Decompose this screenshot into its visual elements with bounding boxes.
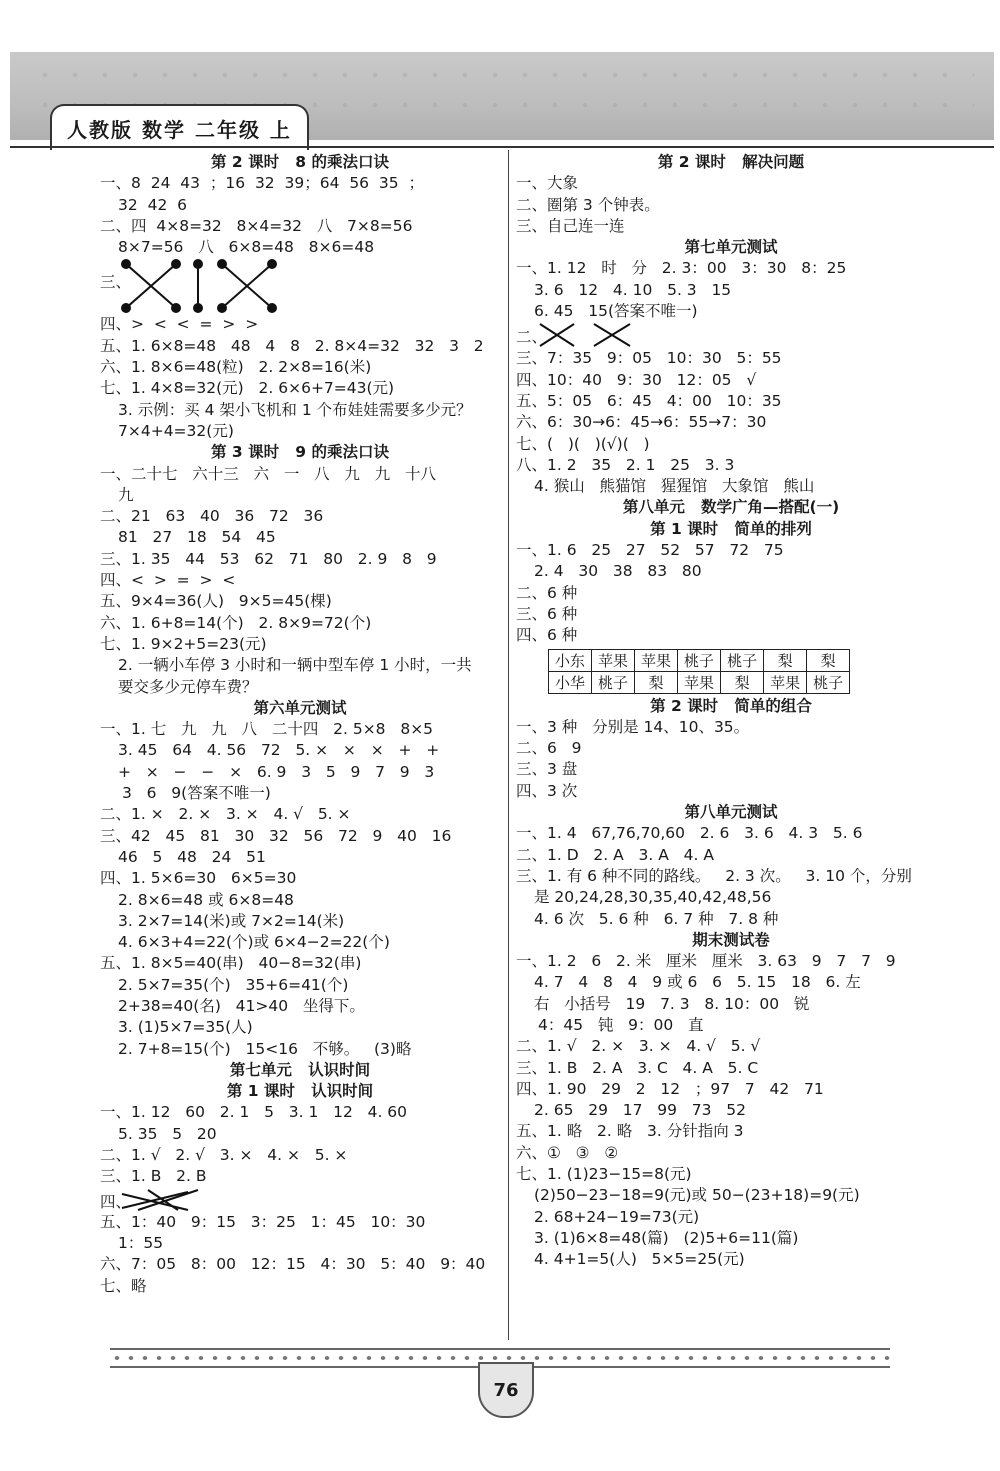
answer-line: 46 5 48 24 51 <box>118 847 266 866</box>
answer-line: 二、四 4×8=32 8×4=32 八 7×8=56 <box>100 216 413 235</box>
answer-line: 六、① ③ ② <box>516 1143 619 1162</box>
answer-line: 4. 6 次 5. 6 种 6. 7 种 7. 8 种 <box>534 909 779 928</box>
answer-line: 四、1. 90 29 2 12 ；97 7 42 71 <box>516 1079 824 1098</box>
answer-line: 三、1. B 2. A 3. C 4. A 5. C <box>516 1058 759 1077</box>
answer-label: 四、 <box>100 1192 132 1211</box>
answer-line: 六、6：30→6：45→6：55→7：30 <box>516 413 767 432</box>
table-cell: 小华 <box>549 671 592 693</box>
answer-line: 七、1. 4×8=32(元) 2. 6×6+7=43(元) <box>100 379 395 398</box>
table-cell: 苹果 <box>635 649 678 671</box>
answer-line: 六、7：05 8：00 12：15 4：30 5：40 9：40 <box>100 1255 486 1274</box>
table-cell: 梨 <box>807 649 850 671</box>
answer-line: 3 6 9(答案不唯一) <box>122 784 271 803</box>
answer-line: 七、( )( )(√)( ) <box>516 434 650 453</box>
header-rule <box>10 146 994 148</box>
answer-line: 七、1. (1)23−15=8(元) <box>516 1165 692 1184</box>
answer-line: 6. 45 15(答案不唯一) <box>534 302 698 321</box>
section-heading: 第八单元测试 <box>684 803 778 822</box>
answer-line: 五、1：40 9：15 3：25 1：45 10：30 <box>100 1212 426 1231</box>
answer-line: 五、9×4=36(人) 9×5=45(棵) <box>100 592 332 611</box>
section-heading: 第六单元测试 <box>253 698 347 717</box>
answer-line: 一、3 种 分别是 14、10、35。 <box>516 717 750 736</box>
answer-line: 4. 7 4 8 4 9 或 6 6 5. 15 18 6. 左 <box>534 973 861 992</box>
section-heading: 第 1 课时 认识时间 <box>226 1082 374 1101</box>
answer-line: 2. 7+8=15(个) 15<16 不够。 (3)略 <box>118 1039 412 1058</box>
answer-line: 要交多少元停车费？ <box>118 677 258 696</box>
answer-line: 四、10：40 9：30 12：05 √ <box>516 370 757 389</box>
left-column <box>100 152 500 1297</box>
answer-label: 二、 <box>516 328 548 347</box>
matching-lines-figure <box>118 258 308 314</box>
header-title: 人教版 数学 二年级 上 <box>50 104 309 150</box>
crossed-lines-figure <box>534 322 644 348</box>
table-row <box>549 671 850 693</box>
table-cell: 桃子 <box>592 671 635 693</box>
answer-label: 三、 <box>100 273 132 292</box>
answer-line: 8×7=56 八 6×8=48 8×6=48 <box>118 238 375 257</box>
answer-line: 五、5：05 6：45 4：00 10：35 <box>516 391 782 410</box>
answer-line: (2)50−23−18=9(元)或 50−(23+18)=9(元) <box>534 1186 860 1205</box>
section-heading: 第七单元 认识时间 <box>229 1060 371 1079</box>
section-heading: 第 1 课时 简单的排列 <box>650 519 812 538</box>
answer-line: 是 20,24,28,30,35,40,42,48,56 <box>534 888 772 907</box>
answer-line: 二、6 9 <box>516 739 582 758</box>
clock-matching-diagram <box>516 322 946 348</box>
answer-line: 八、1. 2 35 2. 1 25 3. 3 <box>516 455 735 474</box>
answer-line: 一、1. 4 67,76,70,60 2. 6 3. 6 4. 3 5. 6 <box>516 824 863 843</box>
answer-line: 四、3 次 <box>516 781 578 800</box>
answer-line: 2. 8×6=48 或 6×8=48 <box>118 890 294 909</box>
answer-line: 四、> < < = > > <box>100 315 259 334</box>
answer-line: 32 42 6 <box>118 195 188 214</box>
answer-line: 一、8 24 43 ；16 32 39；64 56 35 ； <box>100 174 424 193</box>
table-cell: 梨 <box>635 671 678 693</box>
answer-line: 一、二十七 六十三 六 一 八 九 九 十八 <box>100 464 436 483</box>
answer-line: 3. 45 64 4. 56 72 5. × × × + + <box>118 741 440 760</box>
answer-line: 九 <box>118 485 134 504</box>
table-cell: 梨 <box>721 671 764 693</box>
answer-line: 4. 6×3+4=22(个)或 6×4−2=22(个) <box>118 933 390 952</box>
answer-line: 二、1. × 2. × 3. × 4. √ 5. × <box>100 805 351 824</box>
table-cell: 小东 <box>549 649 592 671</box>
answer-line: 三、42 45 81 30 32 56 72 9 40 16 <box>100 826 452 845</box>
answer-line: 三、3 盘 <box>516 760 578 779</box>
crossed-lines-figure <box>118 1188 208 1212</box>
column-divider <box>508 150 509 1340</box>
table-cell: 苹果 <box>678 671 721 693</box>
right-column <box>516 152 946 1271</box>
section-heading: 第八单元 数学广角—搭配(一) <box>622 498 840 517</box>
answer-line: 三、1. B 2. B <box>100 1167 207 1186</box>
footer-rule <box>110 1348 890 1350</box>
answer-line: 四、1. 5×6=30 6×5=30 <box>100 869 297 888</box>
answer-line: 二、1. √ 2. √ 3. × 4. × 5. × <box>100 1146 348 1165</box>
table-cell: 桃子 <box>721 649 764 671</box>
answer-line: 2+38=40(名) 41>40 坐得下。 <box>118 996 365 1015</box>
section-heading: 期末测试卷 <box>692 930 770 949</box>
answer-line: 三、6 种 <box>516 604 578 623</box>
answer-line: 3. (1)5×7=35(人) <box>118 1018 253 1037</box>
answer-line: 二、1. √ 2. × 3. × 4. √ 5. √ <box>516 1037 761 1056</box>
answer-line: 4. 4+1=5(人) 5×5=25(元) <box>534 1250 745 1269</box>
answer-line: 二、6 种 <box>516 583 578 602</box>
answer-line: 2. 一辆小车停 3 小时和一辆中型车停 1 小时，一共 <box>118 656 472 675</box>
section-heading: 第 3 课时 9 的乘法口诀 <box>211 443 389 462</box>
answer-line: 六、1. 6+8=14(个) 2. 8×9=72(个) <box>100 613 372 632</box>
answer-line: 2. 68+24−19=73(元) <box>534 1207 700 1226</box>
answer-line: 5. 35 5 20 <box>118 1124 217 1143</box>
section-heading: 第 2 课时 简单的组合 <box>650 696 812 715</box>
answer-line: 六、1. 8×6=48(粒) 2. 2×8=16(米) <box>100 358 372 377</box>
answer-line: 四、6 种 <box>516 626 578 645</box>
clock-matching-diagram <box>100 1188 500 1212</box>
answer-line: 七、略 <box>100 1276 147 1295</box>
matching-diagram <box>100 258 500 314</box>
answer-line: 一、1. 七 九 九 八 二十四 2. 5×8 8×5 <box>100 720 434 739</box>
table-cell: 梨 <box>764 649 807 671</box>
answer-line: 四、< > = > < <box>100 571 236 590</box>
answer-line: 2. 65 29 17 99 73 52 <box>534 1101 746 1120</box>
answer-line: 右 小括号 19 7. 3 8. 10：00 锐 <box>534 994 810 1013</box>
answer-line: 二、1. D 2. A 3. A 4. A <box>516 845 714 864</box>
answer-line: 一、1. 12 时 分 2. 3：00 3：30 8：25 <box>516 259 847 278</box>
answer-line: 三、自己连一连 <box>516 216 625 235</box>
answer-line: 五、1. 6×8=48 48 4 8 2. 8×4=32 32 3 2 <box>100 336 484 355</box>
answer-line: 4. 猴山 熊猫馆 猩猩馆 大象馆 熊山 <box>534 477 815 496</box>
table-cell: 苹果 <box>592 649 635 671</box>
section-heading: 第 2 课时 解决问题 <box>657 153 805 171</box>
answer-line: 81 27 18 54 45 <box>118 528 276 547</box>
answer-line: 2. 5×7=35(个) 35+6=41(个) <box>118 975 349 994</box>
section-heading: 第七单元测试 <box>684 238 778 257</box>
arrangement-table <box>548 649 850 694</box>
answer-line: 7×4+4=32(元) <box>118 421 234 440</box>
answer-line: 五、1. 略 2. 略 3. 分针指向 3 <box>516 1122 744 1141</box>
answer-line: 三、1. 35 44 53 62 71 80 2. 9 8 9 <box>100 549 437 568</box>
answer-line: 二、圈第 3 个钟表。 <box>516 195 660 214</box>
answer-line: + × − − × 6. 9 3 5 9 7 9 3 <box>118 762 435 781</box>
answer-line: 一、1. 2 6 2. 米 厘米 厘米 3. 63 9 7 7 9 <box>516 952 896 971</box>
answer-line: 3. (1)6×8=48(篇) (2)5+6=11(篇) <box>534 1228 799 1247</box>
answer-line: 一、1. 12 60 2. 1 5 3. 1 12 4. 60 <box>100 1103 408 1122</box>
answer-line: 三、1. 有 6 种不同的路线。 2. 3 次。 3. 10 个，分别 <box>516 866 912 885</box>
page-number: 76 <box>478 1362 534 1418</box>
answer-line: 五、1. 8×5=40(串) 40−8=32(串) <box>100 954 362 973</box>
answer-line: 二、21 63 40 36 72 36 <box>100 507 324 526</box>
table-cell: 苹果 <box>764 671 807 693</box>
answer-line: 3. 示例：买 4 架小飞机和 1 个布娃娃需要多少元？ <box>118 400 472 419</box>
answer-line: 4：45 钝 9：00 直 <box>538 1015 704 1034</box>
answer-line: 七、1. 9×2+5=23(元) <box>100 634 267 653</box>
answer-line: 3. 2×7=14(米)或 7×2=14(米) <box>118 911 345 930</box>
table-cell: 桃子 <box>807 671 850 693</box>
answer-line: 1：55 <box>118 1233 164 1252</box>
table-row <box>549 649 850 671</box>
answer-line: 3. 6 12 4. 10 5. 3 15 <box>534 280 732 299</box>
answer-line: 三、7：35 9：05 10：30 5：55 <box>516 349 782 368</box>
answer-line: 2. 4 30 38 83 80 <box>534 562 702 581</box>
table-cell: 桃子 <box>678 649 721 671</box>
answer-line: 一、大象 <box>516 174 579 193</box>
answer-line: 一、1. 6 25 27 52 57 72 75 <box>516 541 784 560</box>
section-heading: 第 2 课时 8 的乘法口诀 <box>211 153 389 171</box>
